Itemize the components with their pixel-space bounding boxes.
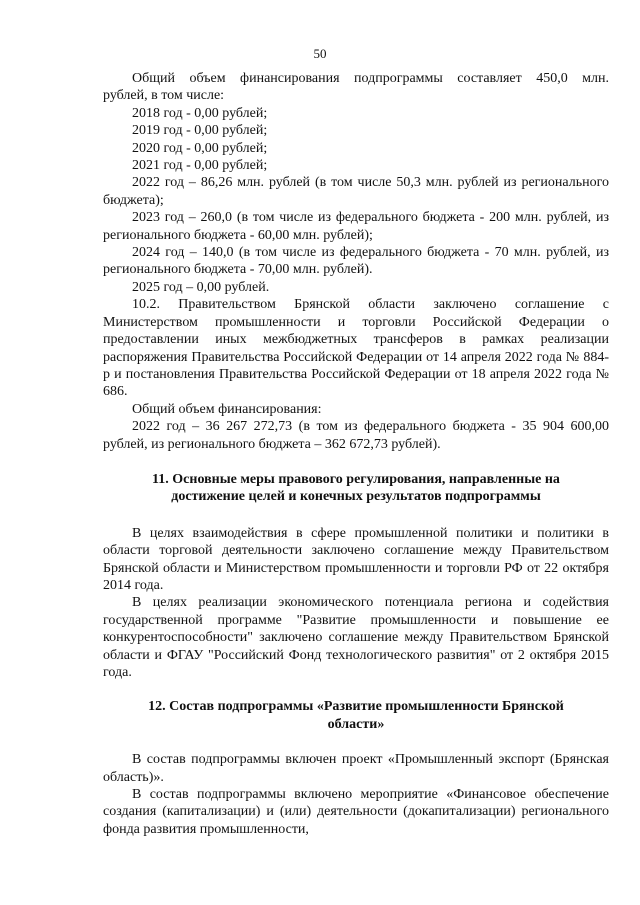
section-12-title-line2: области» [327,716,385,732]
agreement-total-label: Общий объем финансирования: [132,401,322,417]
financing-intro-line1: Общий объем финансирования подпрограммы составляет 450,0 млн. [132,71,609,86]
financing-intro-continued: рублей, в том числе: [103,88,225,104]
page-number: 50 [313,46,327,61]
agreement-paragraph: 10.2. Правительством Брянской области заключено соглашение с Министерством промышленности и торговли Российской Федерации о предоставлении иных межбюджетных трансферов в рамках реализации распоряжения Правительства Российской Федерации от 14 апреля 2022 года № 884-р и постановления Правительства Российской Федерации от 18 апреля 2022 года № 686. [103,297,609,400]
section-11-title-line1: 11. Основные меры правового регулирования, направленные на [152,471,560,487]
year-line-2023: 2023 год – 260,0 (в том числе из федерального бюджета - 200 млн. рублей, из регионального бюджета - 60,00 млн. рублей); [103,210,609,243]
year-line-2021: 2021 год - 0,00 рублей; [132,158,268,174]
year-line-2022: 2022 год – 86,26 млн. рублей (в том числе 50,3 млн. рублей из регионального бюджета); [103,175,609,208]
year-line-2019: 2019 год - 0,00 рублей; [132,123,268,139]
section-12-paragraph-2: В состав подпрограммы включено мероприятие «Финансовое обеспечение создания (капитализации) и (или) деятельности (докапитализации) регионального фонда развития промышленности, [103,787,609,837]
section-11-paragraph-2: В целях реализации экономического потенциала региона и содействия государственной программе "Развитие промышленности и повышение ее конкурентоспособности" заключено соглашение между Правительством Брянской области и ФГАУ "Российский Фонд технологического развития" от 2 октября 2015 года. [103,595,609,680]
financing-intro [103,70,609,87]
section-11-title-line2: достижение целей и конечных результатов подпрограммы [171,489,541,505]
section-11-paragraph-1: В целях взаимодействия в сфере промышленной политики и политики в области торговой деятельности заключено соглашение между Правительством Брянской области и Министерством промышленности и торговли РФ от 22 октября 2014 года. [103,525,609,593]
page-content [103,70,609,838]
section-12-paragraph-1: В состав подпрограммы включен проект «Промышленный экспорт (Брянская область)». [103,752,609,785]
year-line-2020: 2020 год - 0,00 рублей; [132,140,268,156]
section-11-title [103,471,609,506]
section-12-title [103,698,609,733]
agreement-year-2022: 2022 год – 36 267 272,73 (в том из федерального бюджета - 35 904 600,00 рублей, из регионального бюджета – 362 672,73 рублей). [103,419,609,452]
year-line-2024: 2024 год – 140,0 (в том числе из федерального бюджета - 70 млн. рублей, из регионального бюджета - 70,00 млн. рублей). [103,245,609,278]
year-line-2018: 2018 год - 0,00 рублей; [132,105,268,121]
section-12-title-line1: 12. Состав подпрограммы «Развитие промышленности Брянской [148,699,564,715]
year-line-2025: 2025 год – 0,00 рублей. [132,279,270,295]
